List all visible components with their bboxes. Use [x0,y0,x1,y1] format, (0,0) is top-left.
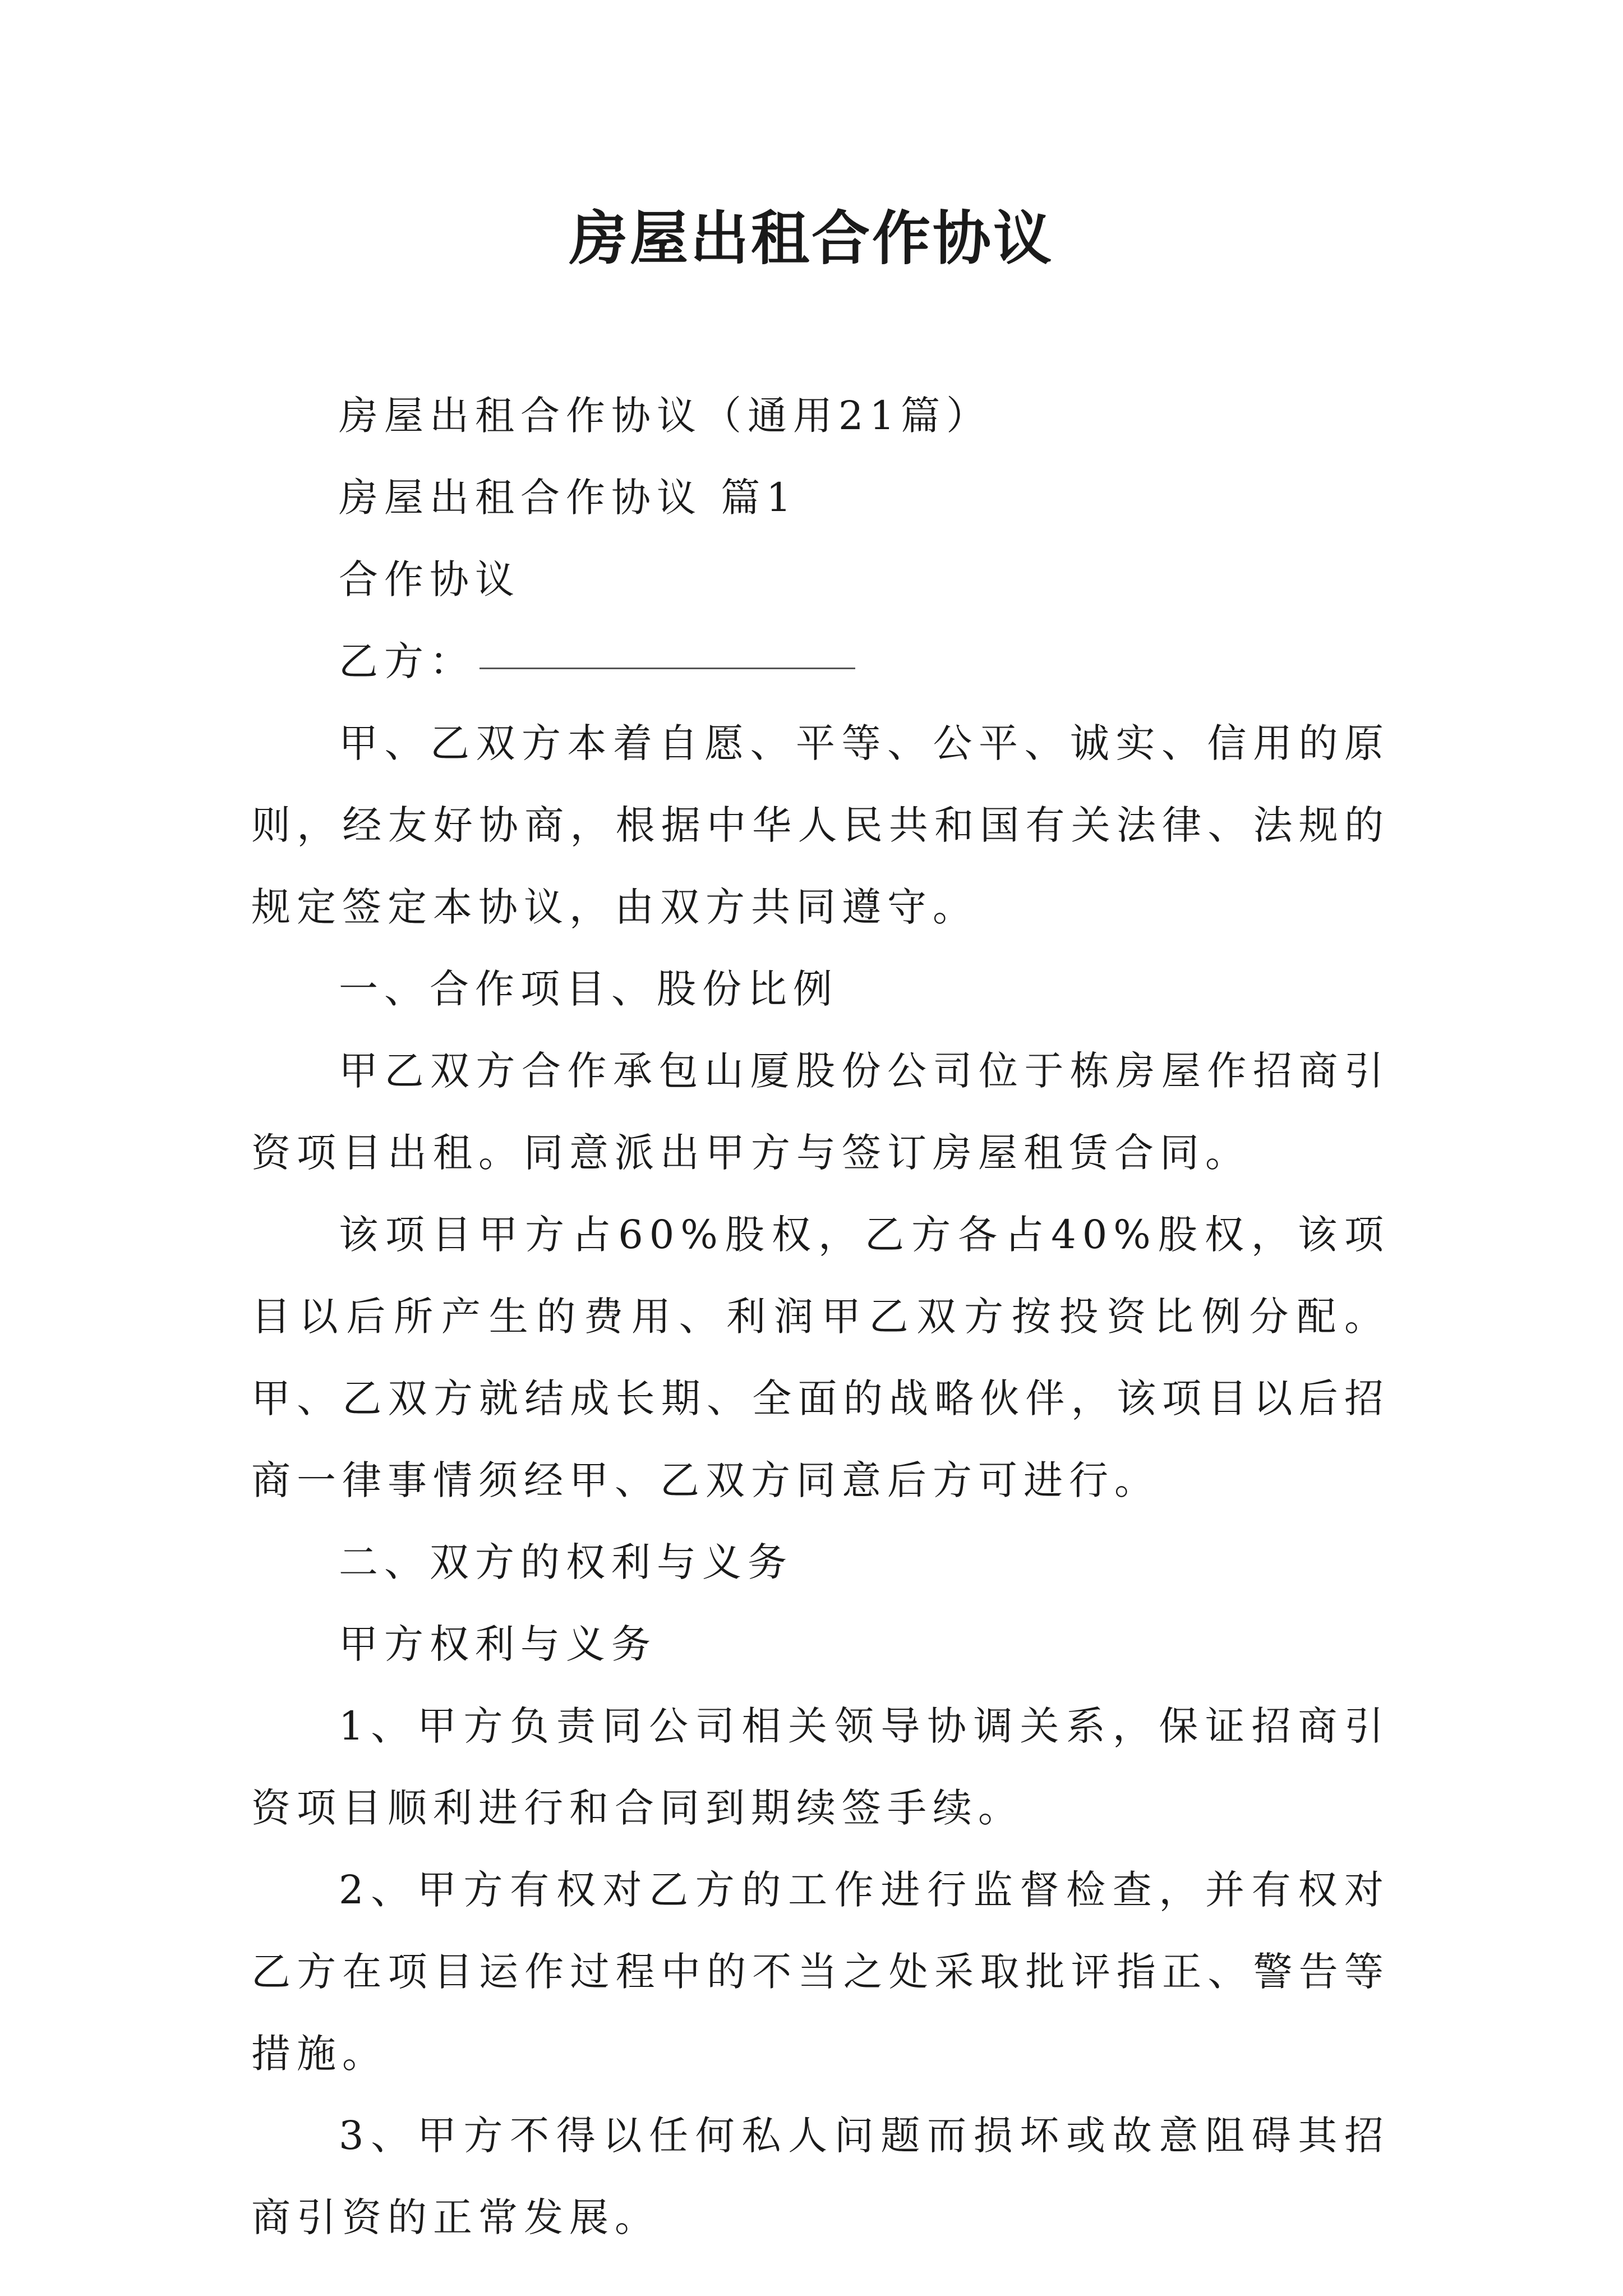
paragraph-preamble: 甲、乙双方本着自愿、平等、公平、诚实、信用的原则，经友好协商，根据中华人民共和国有关法律、法规的规定签定本协议，由双方共同遵守。 [251,720,1390,930]
clause-a-1: 1、甲方负责同公司相关领导协调关系，保证招商引资项目顺利进行和合同到期续签手续。 [251,1703,1390,1831]
paragraph-chapter-heading: 房屋出租合作协议 篇1 [339,475,797,521]
paragraph-agreement-heading: 合作协议 [339,556,520,602]
section-heading-2: 二、双方的权利与义务 [339,1539,793,1585]
paragraph-party-b [251,620,1390,702]
clause-a-2: 2、甲方有权对乙方的工作进行监督检查，并有权对乙方在项目运作过程中的不当之处采取批评指正、警告等措施。 [251,1867,1390,2077]
clause-a-3: 3、甲方不得以任何私人问题而损坏或故意阻碍其招商引资的正常发展。 [251,2113,1390,2240]
document-body [251,375,1390,2258]
paragraph-equity: 该项目甲方占60%股权，乙方各占40%股权，该项目以后所产生的费用、利润甲乙双方按投资比例分配。甲、乙双方就结成长期、全面的战略伙伴，该项目以后招商一律事情须经甲、乙双方同意后方可进行。 [251,1212,1390,1503]
document-title: 房屋出租合作协议 [569,204,1054,273]
paragraph-subtitle: 房屋出租合作协议（通用21篇） [339,393,992,439]
subsection-heading-party-a: 甲方权利与义务 [339,1621,657,1667]
party-b-label: 乙方： [339,638,475,684]
party-b-blank-line [479,667,855,669]
section-heading-1: 一、合作项目、股份比例 [339,966,838,1012]
paragraph-project: 甲乙双方合作承包山厦股份公司位于栋房屋作招商引资项目出租。同意派出甲方与签订房屋租赁合同。 [251,1048,1390,1176]
